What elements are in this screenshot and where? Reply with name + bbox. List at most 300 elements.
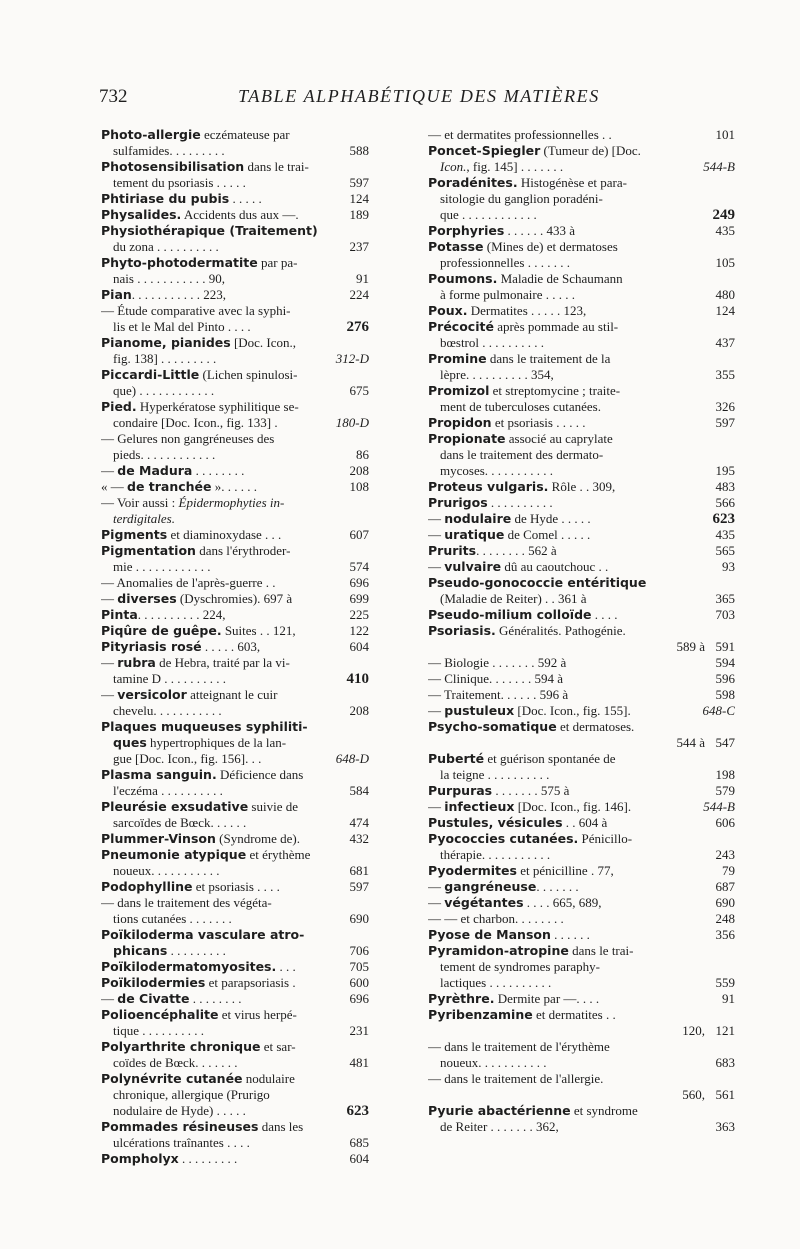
page-reference: 607	[349, 527, 369, 542]
entry-text	[101, 303, 369, 319]
entry-description: . . . . 665, 689,	[523, 895, 602, 910]
entry-description: . . . . . . . . 562 à	[476, 543, 557, 558]
entry-text	[101, 1151, 339, 1167]
entry-description: 544 à	[676, 735, 705, 750]
entry-text	[428, 223, 705, 239]
index-entry	[428, 655, 735, 671]
entry-text	[101, 575, 339, 591]
entry-headword: Promine	[428, 351, 487, 366]
index-entry	[428, 239, 735, 271]
entry-line	[101, 847, 369, 863]
entry-description: « —	[101, 479, 127, 494]
index-entry	[428, 1007, 735, 1039]
index-entry	[101, 591, 369, 607]
entry-text	[113, 447, 339, 463]
entry-text	[428, 479, 705, 495]
entry-headword: Purpuras	[428, 783, 493, 798]
entry-description: tamine D . . . . . . . . . .	[113, 671, 227, 686]
entry-line	[428, 175, 735, 191]
index-entry	[428, 431, 735, 479]
entry-text	[428, 799, 697, 815]
page-reference: 544-B	[703, 799, 735, 814]
entry-headword: Polioencéphalite	[101, 1007, 219, 1022]
index-entry	[101, 959, 369, 975]
entry-description: sulfamides. . . . . . . . .	[113, 143, 225, 158]
entry-headword: Pyodermites	[428, 863, 517, 878]
entry-description: —	[428, 559, 445, 574]
entry-headword: Puberté	[428, 751, 485, 766]
index-entry	[428, 1071, 735, 1103]
entry-headword: Propidon	[428, 415, 492, 430]
page-reference: 435	[715, 527, 735, 542]
entry-text	[428, 879, 705, 895]
entry-text	[440, 1119, 705, 1135]
entry-text	[113, 863, 339, 879]
entry-line	[428, 319, 735, 335]
index-entry	[428, 271, 735, 303]
page-reference: 690	[715, 895, 735, 910]
entry-line	[101, 143, 369, 159]
page-reference: 547	[715, 735, 735, 750]
entry-description: . . . . . . . . .	[167, 943, 226, 958]
entry-line	[428, 991, 735, 1007]
entry-text	[101, 223, 369, 239]
index-entry	[101, 639, 369, 655]
entry-text	[440, 959, 735, 975]
entry-text	[440, 975, 705, 991]
entry-line	[428, 415, 735, 431]
page-reference: 231	[349, 1023, 369, 1038]
entry-line	[101, 927, 369, 943]
entry-text	[440, 1055, 705, 1071]
page-reference: 604	[349, 639, 369, 654]
entry-headword: Photosensibilisation	[101, 159, 245, 174]
entry-text	[101, 543, 369, 559]
index-entry	[428, 495, 735, 511]
entry-description: Rôle . . 309,	[548, 479, 616, 494]
index-entry	[101, 527, 369, 543]
entry-text	[428, 927, 705, 943]
index-entry	[428, 143, 735, 175]
index-entry	[428, 991, 735, 1007]
entry-text	[428, 415, 705, 431]
entry-line	[428, 735, 735, 751]
entry-line	[428, 1007, 735, 1023]
entry-description: nais . . . . . . . . . . . 90,	[113, 271, 225, 286]
entry-description: — — et charbon. . . . . . . .	[428, 911, 564, 926]
entry-description: et dermatoses.	[556, 719, 635, 734]
entry-text	[428, 271, 735, 287]
entry-text	[113, 751, 330, 767]
entry-text	[440, 639, 705, 655]
index-entry	[101, 1119, 369, 1151]
index-entry	[101, 431, 369, 463]
entry-headword: Prurits	[428, 543, 477, 558]
entry-text	[440, 335, 705, 351]
entry-headword: Pyose de Manson	[428, 927, 551, 942]
index-entry	[101, 719, 369, 767]
entry-description: — Voir aussi :	[101, 495, 179, 510]
entry-description: —	[428, 527, 445, 542]
entry-line	[101, 1055, 369, 1071]
entry-text	[101, 207, 339, 223]
entry-description: —	[101, 655, 118, 670]
entry-text	[428, 1071, 735, 1087]
entry-line	[428, 1071, 735, 1087]
index-entry	[428, 783, 735, 799]
entry-line	[428, 687, 735, 703]
entry-line	[428, 447, 735, 463]
page-reference: 606	[715, 815, 735, 830]
page-reference: 124	[715, 303, 735, 318]
entry-description: 589 à	[676, 639, 705, 654]
entry-description: dû au caoutchouc . .	[501, 559, 609, 574]
entry-description: (Tumeur de) [Doc.	[540, 143, 641, 158]
entry-line	[101, 559, 369, 575]
entry-headword: Poradénites.	[428, 175, 518, 190]
entry-text	[101, 799, 369, 815]
entry-text	[113, 1055, 339, 1071]
entry-line	[101, 431, 369, 447]
entry-text	[428, 911, 705, 927]
page-reference: 565	[715, 543, 735, 558]
entry-description: lactiques . . . . . . . . . .	[440, 975, 552, 990]
entry-text	[428, 703, 697, 719]
entry-line	[101, 335, 369, 351]
page-reference: 198	[715, 767, 735, 782]
entry-description: et guérison spontanée de	[484, 751, 616, 766]
entry-description: bœstrol . . . . . . . . . .	[440, 335, 544, 350]
entry-text	[101, 1071, 369, 1087]
entry-description: — Traitement. . . . . . 596 à	[428, 687, 569, 702]
entry-text	[428, 127, 705, 143]
left-column	[101, 127, 369, 1167]
entry-line	[428, 639, 735, 655]
index-entry	[101, 399, 369, 431]
entry-headword: Pianome, pianides	[101, 335, 231, 350]
entry-text	[113, 175, 339, 191]
entry-line	[428, 815, 735, 831]
entry-text	[440, 287, 705, 303]
entry-line	[428, 655, 735, 671]
index-entry	[428, 687, 735, 703]
page-reference: 326	[715, 399, 735, 414]
entry-subheadword: de tranchée	[127, 479, 212, 494]
entry-line	[101, 991, 369, 1007]
entry-text	[101, 879, 339, 895]
index-entry	[101, 207, 369, 223]
entry-text	[428, 1103, 735, 1119]
entry-description: — et dermatites professionnelles . .	[428, 127, 612, 142]
entry-description: que) . . . . . . . . . . . .	[113, 383, 215, 398]
page-reference: 685	[349, 1135, 369, 1150]
entry-subheadword: végétantes	[444, 895, 524, 910]
entry-description: par pa-	[257, 255, 298, 270]
entry-line	[428, 431, 735, 447]
entry-description: et parapsoriasis .	[205, 975, 296, 990]
page-reference: 623	[346, 1103, 369, 1119]
page-reference: 101	[715, 127, 735, 142]
entry-description: de Hebra, traité par la vi-	[155, 655, 290, 670]
entry-headword: Potasse	[428, 239, 484, 254]
entry-text	[428, 1007, 735, 1023]
entry-line	[428, 607, 735, 623]
entry-headword: Poux.	[428, 303, 468, 318]
entry-text	[428, 175, 735, 191]
entry-line	[101, 415, 369, 431]
index-entry	[101, 463, 369, 479]
entry-description: Pénicillo-	[578, 831, 633, 846]
entry-description: chevelu. . . . . . . . . . .	[113, 703, 222, 718]
index-entry	[101, 687, 369, 719]
entry-description: lis et le Mal del Pinto . . . .	[113, 319, 251, 334]
page-reference: 696	[349, 991, 369, 1006]
entry-line	[428, 703, 735, 719]
entry-line	[428, 847, 735, 863]
entry-description: suivie de	[248, 799, 298, 814]
page-reference: 566	[715, 495, 735, 510]
entry-text	[101, 1039, 369, 1055]
entry-text	[428, 831, 735, 847]
entry-description: . . . . . . . .	[189, 991, 242, 1006]
index-entry	[101, 927, 369, 959]
entry-line	[101, 1023, 369, 1039]
index-entry	[101, 367, 369, 399]
entry-text	[101, 335, 369, 351]
entry-description: de Hyde . . . . .	[511, 511, 591, 526]
entry-description: à forme pulmonaire . . . . .	[440, 287, 576, 302]
entry-description: . . . .	[591, 607, 618, 622]
entry-text	[101, 463, 339, 479]
entry-headword: Pompholyx	[101, 1151, 179, 1166]
index-entry	[101, 159, 369, 191]
entry-line	[101, 175, 369, 191]
entry-text	[113, 1023, 339, 1039]
entry-text	[440, 767, 705, 783]
index-entry	[101, 335, 369, 367]
index-entry	[428, 479, 735, 495]
entry-description: professionnelles . . . . . . .	[440, 255, 570, 270]
entry-headword: Promizol	[428, 383, 490, 398]
page-reference: 195	[715, 463, 735, 478]
entry-line	[101, 159, 369, 175]
entry-text	[428, 607, 705, 623]
entry-line	[428, 623, 735, 639]
entry-line	[101, 703, 369, 719]
index-entry	[101, 255, 369, 287]
index-entry	[101, 847, 369, 879]
entry-line	[428, 495, 735, 511]
page-reference: 579	[715, 783, 735, 798]
entry-description: (Lichen spinulosi-	[199, 367, 298, 382]
entry-text	[113, 783, 339, 799]
entry-text	[101, 591, 339, 607]
entry-text	[101, 1007, 369, 1023]
entry-description: et streptomycine ; traite-	[489, 383, 621, 398]
entry-headword: Pian	[101, 287, 132, 302]
page-reference: 363	[715, 1119, 735, 1134]
entry-text	[113, 143, 339, 159]
entry-headword: Physalides.	[101, 207, 182, 222]
entry-line	[101, 943, 369, 959]
entry-line	[101, 1039, 369, 1055]
entry-line	[428, 383, 735, 399]
entry-text	[440, 159, 697, 175]
entry-text	[101, 159, 369, 175]
page-reference: 648-D	[335, 751, 369, 766]
entry-italic: Icon.	[440, 159, 467, 174]
index-entry	[101, 191, 369, 207]
entry-description: gue [Doc. Icon., fig. 156]. . .	[113, 751, 262, 766]
index-entry	[101, 127, 369, 159]
index-entry	[428, 127, 735, 143]
index-entry	[101, 607, 369, 623]
entry-line	[428, 927, 735, 943]
entry-description: —	[428, 895, 445, 910]
entry-line	[428, 1087, 735, 1103]
entry-headword: Pommades résineuses	[101, 1119, 259, 1134]
entry-headword: Poïkiloderma vasculare atro-	[101, 927, 305, 942]
page-reference: 681	[349, 863, 369, 878]
page-reference: 356	[715, 927, 735, 942]
entry-description: associé au caprylate	[505, 431, 613, 446]
entry-description: et psoriasis . . . .	[192, 879, 280, 894]
entry-description: et diaminoxydase . . .	[167, 527, 282, 542]
entry-line	[101, 447, 369, 463]
entry-line	[428, 719, 735, 735]
entry-text	[440, 1087, 705, 1103]
entry-description: —	[428, 703, 445, 718]
entry-line	[428, 479, 735, 495]
entry-description: et sar-	[260, 1039, 296, 1054]
entry-text	[440, 1023, 705, 1039]
entry-text	[101, 991, 339, 1007]
entry-italic: terdigitales.	[113, 511, 175, 526]
entry-line	[101, 1007, 369, 1023]
entry-text	[428, 351, 735, 367]
page-reference: 584	[349, 783, 369, 798]
entry-description: — Biologie . . . . . . . 592 à	[428, 655, 567, 670]
entry-line	[101, 223, 369, 239]
entry-line	[428, 335, 735, 351]
page-reference: 276	[346, 319, 369, 335]
entry-headword: Poncet-Spiegler	[428, 143, 541, 158]
entry-headword: Pleurésie exsudative	[101, 799, 249, 814]
page-reference: 480	[715, 287, 735, 302]
entry-description: Suites . . 121,	[221, 623, 296, 638]
page-reference: 410	[346, 671, 369, 687]
index-entry	[428, 175, 735, 223]
entry-description: de Reiter . . . . . . . 362,	[440, 1119, 559, 1134]
entry-text	[428, 991, 705, 1007]
entry-subheadword: nodulaire	[444, 511, 512, 526]
index-entry	[428, 911, 735, 927]
page-reference: 122	[349, 623, 369, 638]
index-entry	[101, 879, 369, 895]
entry-description: . . . . . .	[550, 927, 590, 942]
entry-description: tions cutanées . . . . . . .	[113, 911, 232, 926]
index-entry	[101, 831, 369, 847]
page-reference: 437	[715, 335, 735, 350]
page-reference: 224	[349, 287, 369, 302]
entry-text	[428, 239, 735, 255]
entry-description: Dermatites . . . . . 123,	[467, 303, 587, 318]
entry-text	[101, 655, 369, 671]
entry-line	[101, 607, 369, 623]
page-reference: 243	[715, 847, 735, 862]
entry-line	[428, 543, 735, 559]
index-entry	[428, 703, 735, 719]
entry-line	[101, 191, 369, 207]
entry-description: hypertrophiques de la lan-	[146, 735, 287, 750]
entry-line	[428, 1055, 735, 1071]
entry-description: . . . . . . . . . . . 223,	[131, 287, 227, 302]
entry-text	[101, 895, 369, 911]
entry-line	[101, 1135, 369, 1151]
entry-description: sitologie du ganglion poradéni-	[440, 191, 603, 206]
entry-line	[101, 207, 369, 223]
entry-description: 120,	[682, 1023, 705, 1038]
entry-line	[101, 1151, 369, 1167]
entry-text	[428, 143, 735, 159]
page-reference: 355	[715, 367, 735, 382]
entry-description: tement de syndromes paraphy-	[440, 959, 600, 974]
entry-line	[101, 271, 369, 287]
entry-description: et érythème	[246, 847, 311, 862]
page-reference: 365	[715, 591, 735, 606]
page-reference: 432	[349, 831, 369, 846]
entry-description: , fig. 145] . . . . . . .	[466, 159, 564, 174]
entry-headword: Phtiriase du pubis	[101, 191, 230, 206]
index-entry	[428, 351, 735, 383]
entry-text	[101, 639, 339, 655]
entry-text	[428, 783, 705, 799]
entry-text	[101, 127, 369, 143]
entry-description: . . . . . . . . . . 224,	[137, 607, 226, 622]
entry-line	[428, 1023, 735, 1039]
entry-headword: Physiothérapique (Traitement)	[101, 223, 318, 238]
index-entry	[428, 879, 735, 895]
entry-headword: Précocité	[428, 319, 494, 334]
entry-line	[428, 943, 735, 959]
entry-line	[101, 719, 369, 735]
entry-headword: ques	[113, 735, 147, 750]
page-reference: 108	[349, 479, 369, 494]
entry-line	[101, 975, 369, 991]
entry-text	[101, 623, 339, 639]
entry-description: . . . . . . . 575 à	[492, 783, 570, 798]
entry-line	[428, 287, 735, 303]
entry-description: Dermite par —. . . .	[494, 991, 600, 1006]
entry-text	[440, 191, 735, 207]
entry-line	[428, 959, 735, 975]
entry-description: — dans le traitement des végéta-	[101, 895, 272, 910]
entry-headword: Phyto-photodermatite	[101, 255, 258, 270]
page-reference: 483	[715, 479, 735, 494]
entry-description: —	[428, 879, 445, 894]
index-entry	[101, 991, 369, 1007]
entry-description: . . . . . . . . . .	[487, 495, 553, 510]
page-reference: 687	[715, 879, 735, 894]
entry-headword: Piqûre de guêpe.	[101, 623, 222, 638]
entry-text	[428, 527, 705, 543]
entry-line	[101, 911, 369, 927]
entry-headword: Pseudo-gonococcie entéritique	[428, 575, 647, 590]
entry-description: de Comel . . . . .	[504, 527, 591, 542]
entry-text	[101, 367, 369, 383]
entry-line	[101, 575, 369, 591]
page-reference: 597	[715, 415, 735, 430]
